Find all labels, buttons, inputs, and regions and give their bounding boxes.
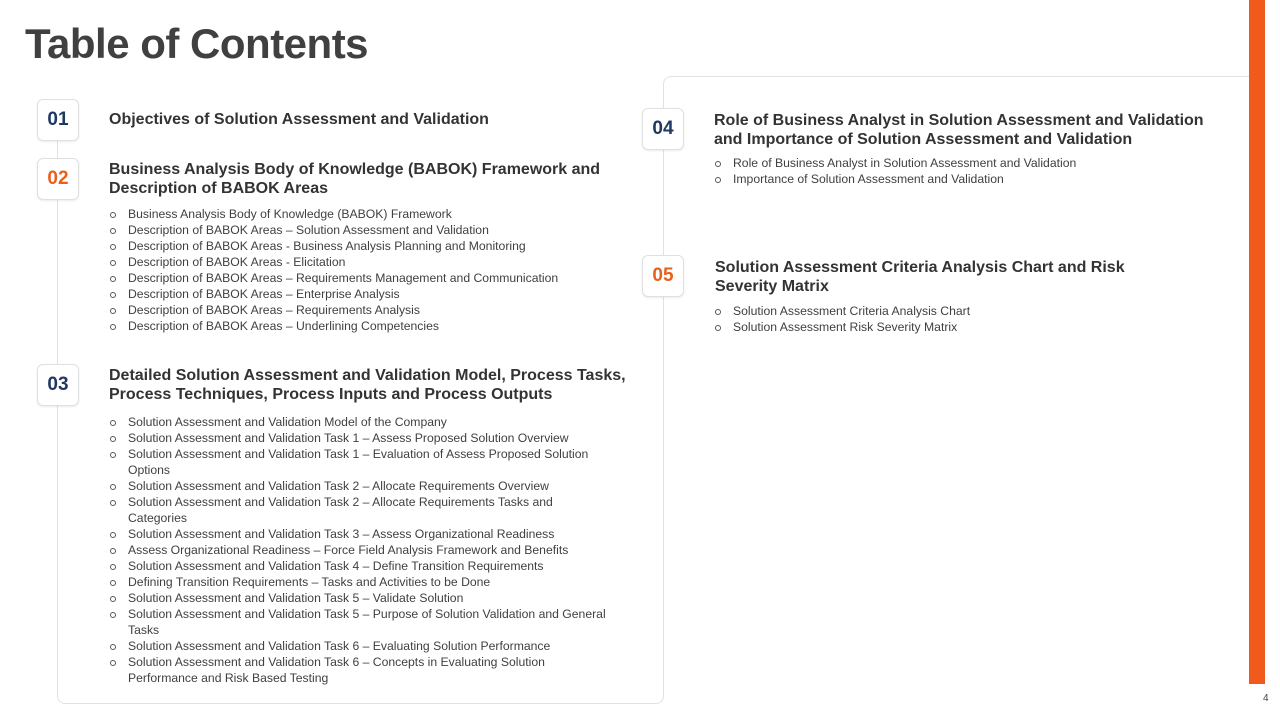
list-item: Solution Assessment and Validation Task 3 – Assess Organizational Readiness <box>109 526 609 542</box>
section-number-01: 01 <box>37 99 79 141</box>
list-item: Solution Assessment Risk Severity Matrix <box>714 319 1214 335</box>
section-title-05: Solution Assessment Criteria Analysis Chart and Risk Severity Matrix <box>715 259 1125 295</box>
page-title: Table of Contents <box>25 20 369 67</box>
list-item: Solution Assessment and Validation Model of the Company <box>109 414 609 430</box>
list-item: Description of BABOK Areas – Requirements Management and Communication <box>109 270 629 286</box>
list-item: Description of BABOK Areas – Underlining Competencies <box>109 318 629 334</box>
list-item: Description of BABOK Areas - Business Analysis Planning and Monitoring <box>109 238 629 254</box>
section-items-02 <box>109 206 629 334</box>
list-item: Solution Assessment and Validation Task 5 – Purpose of Solution Validation and General Tasks <box>109 606 609 638</box>
list-item: Defining Transition Requirements – Tasks and Activities to be Done <box>109 574 609 590</box>
list-item: Solution Assessment and Validation Task 5 – Validate Solution <box>109 590 609 606</box>
list-item: Description of BABOK Areas – Requirements Analysis <box>109 302 629 318</box>
section-number-03: 03 <box>37 364 79 406</box>
list-item: Business Analysis Body of Knowledge (BABOK) Framework <box>109 206 629 222</box>
list-item: Solution Assessment and Validation Task 6 – Concepts in Evaluating Solution Performance and Risk Based Testing <box>109 654 609 686</box>
section-title-01: Objectives of Solution Assessment and Validation <box>109 111 489 128</box>
list-item: Role of Business Analyst in Solution Assessment and Validation <box>714 155 1214 171</box>
list-item: Solution Assessment and Validation Task 1 – Evaluation of Assess Proposed Solution Options <box>109 446 609 478</box>
section-title-04: Role of Business Analyst in Solution Assessment and Validation and Importance of Solution Assessment and Validation <box>714 112 1204 148</box>
list-item: Importance of Solution Assessment and Validation <box>714 171 1214 187</box>
list-item: Solution Assessment and Validation Task 4 – Define Transition Requirements <box>109 558 609 574</box>
section-number-02: 02 <box>37 158 79 200</box>
list-item: Solution Assessment and Validation Task 2 – Allocate Requirements Tasks and Categories <box>109 494 609 526</box>
list-item: Description of BABOK Areas - Elicitation <box>109 254 629 270</box>
section-number-04: 04 <box>642 108 684 150</box>
accent-bar <box>1249 0 1265 720</box>
section-title-02: Business Analysis Body of Knowledge (BABOK) Framework and Description of BABOK Areas <box>109 161 601 197</box>
list-item: Solution Assessment and Validation Task 2 – Allocate Requirements Overview <box>109 478 609 494</box>
list-item: Solution Assessment and Validation Task 1 – Assess Proposed Solution Overview <box>109 430 609 446</box>
section-items-04 <box>714 155 1214 187</box>
list-item: Solution Assessment and Validation Task 6 – Evaluating Solution Performance <box>109 638 609 654</box>
list-item: Assess Organizational Readiness – Force Field Analysis Framework and Benefits <box>109 542 609 558</box>
list-item: Description of BABOK Areas – Enterprise Analysis <box>109 286 629 302</box>
section-items-05 <box>714 303 1214 335</box>
section-items-03 <box>109 414 609 686</box>
page-number: 4 <box>1263 693 1269 704</box>
section-number-05: 05 <box>642 255 684 297</box>
list-item: Description of BABOK Areas – Solution Assessment and Validation <box>109 222 629 238</box>
section-title-03: Detailed Solution Assessment and Validation Model, Process Tasks, Process Techniques, Process Inputs and Process Outputs <box>109 367 626 403</box>
list-item: Solution Assessment Criteria Analysis Chart <box>714 303 1214 319</box>
